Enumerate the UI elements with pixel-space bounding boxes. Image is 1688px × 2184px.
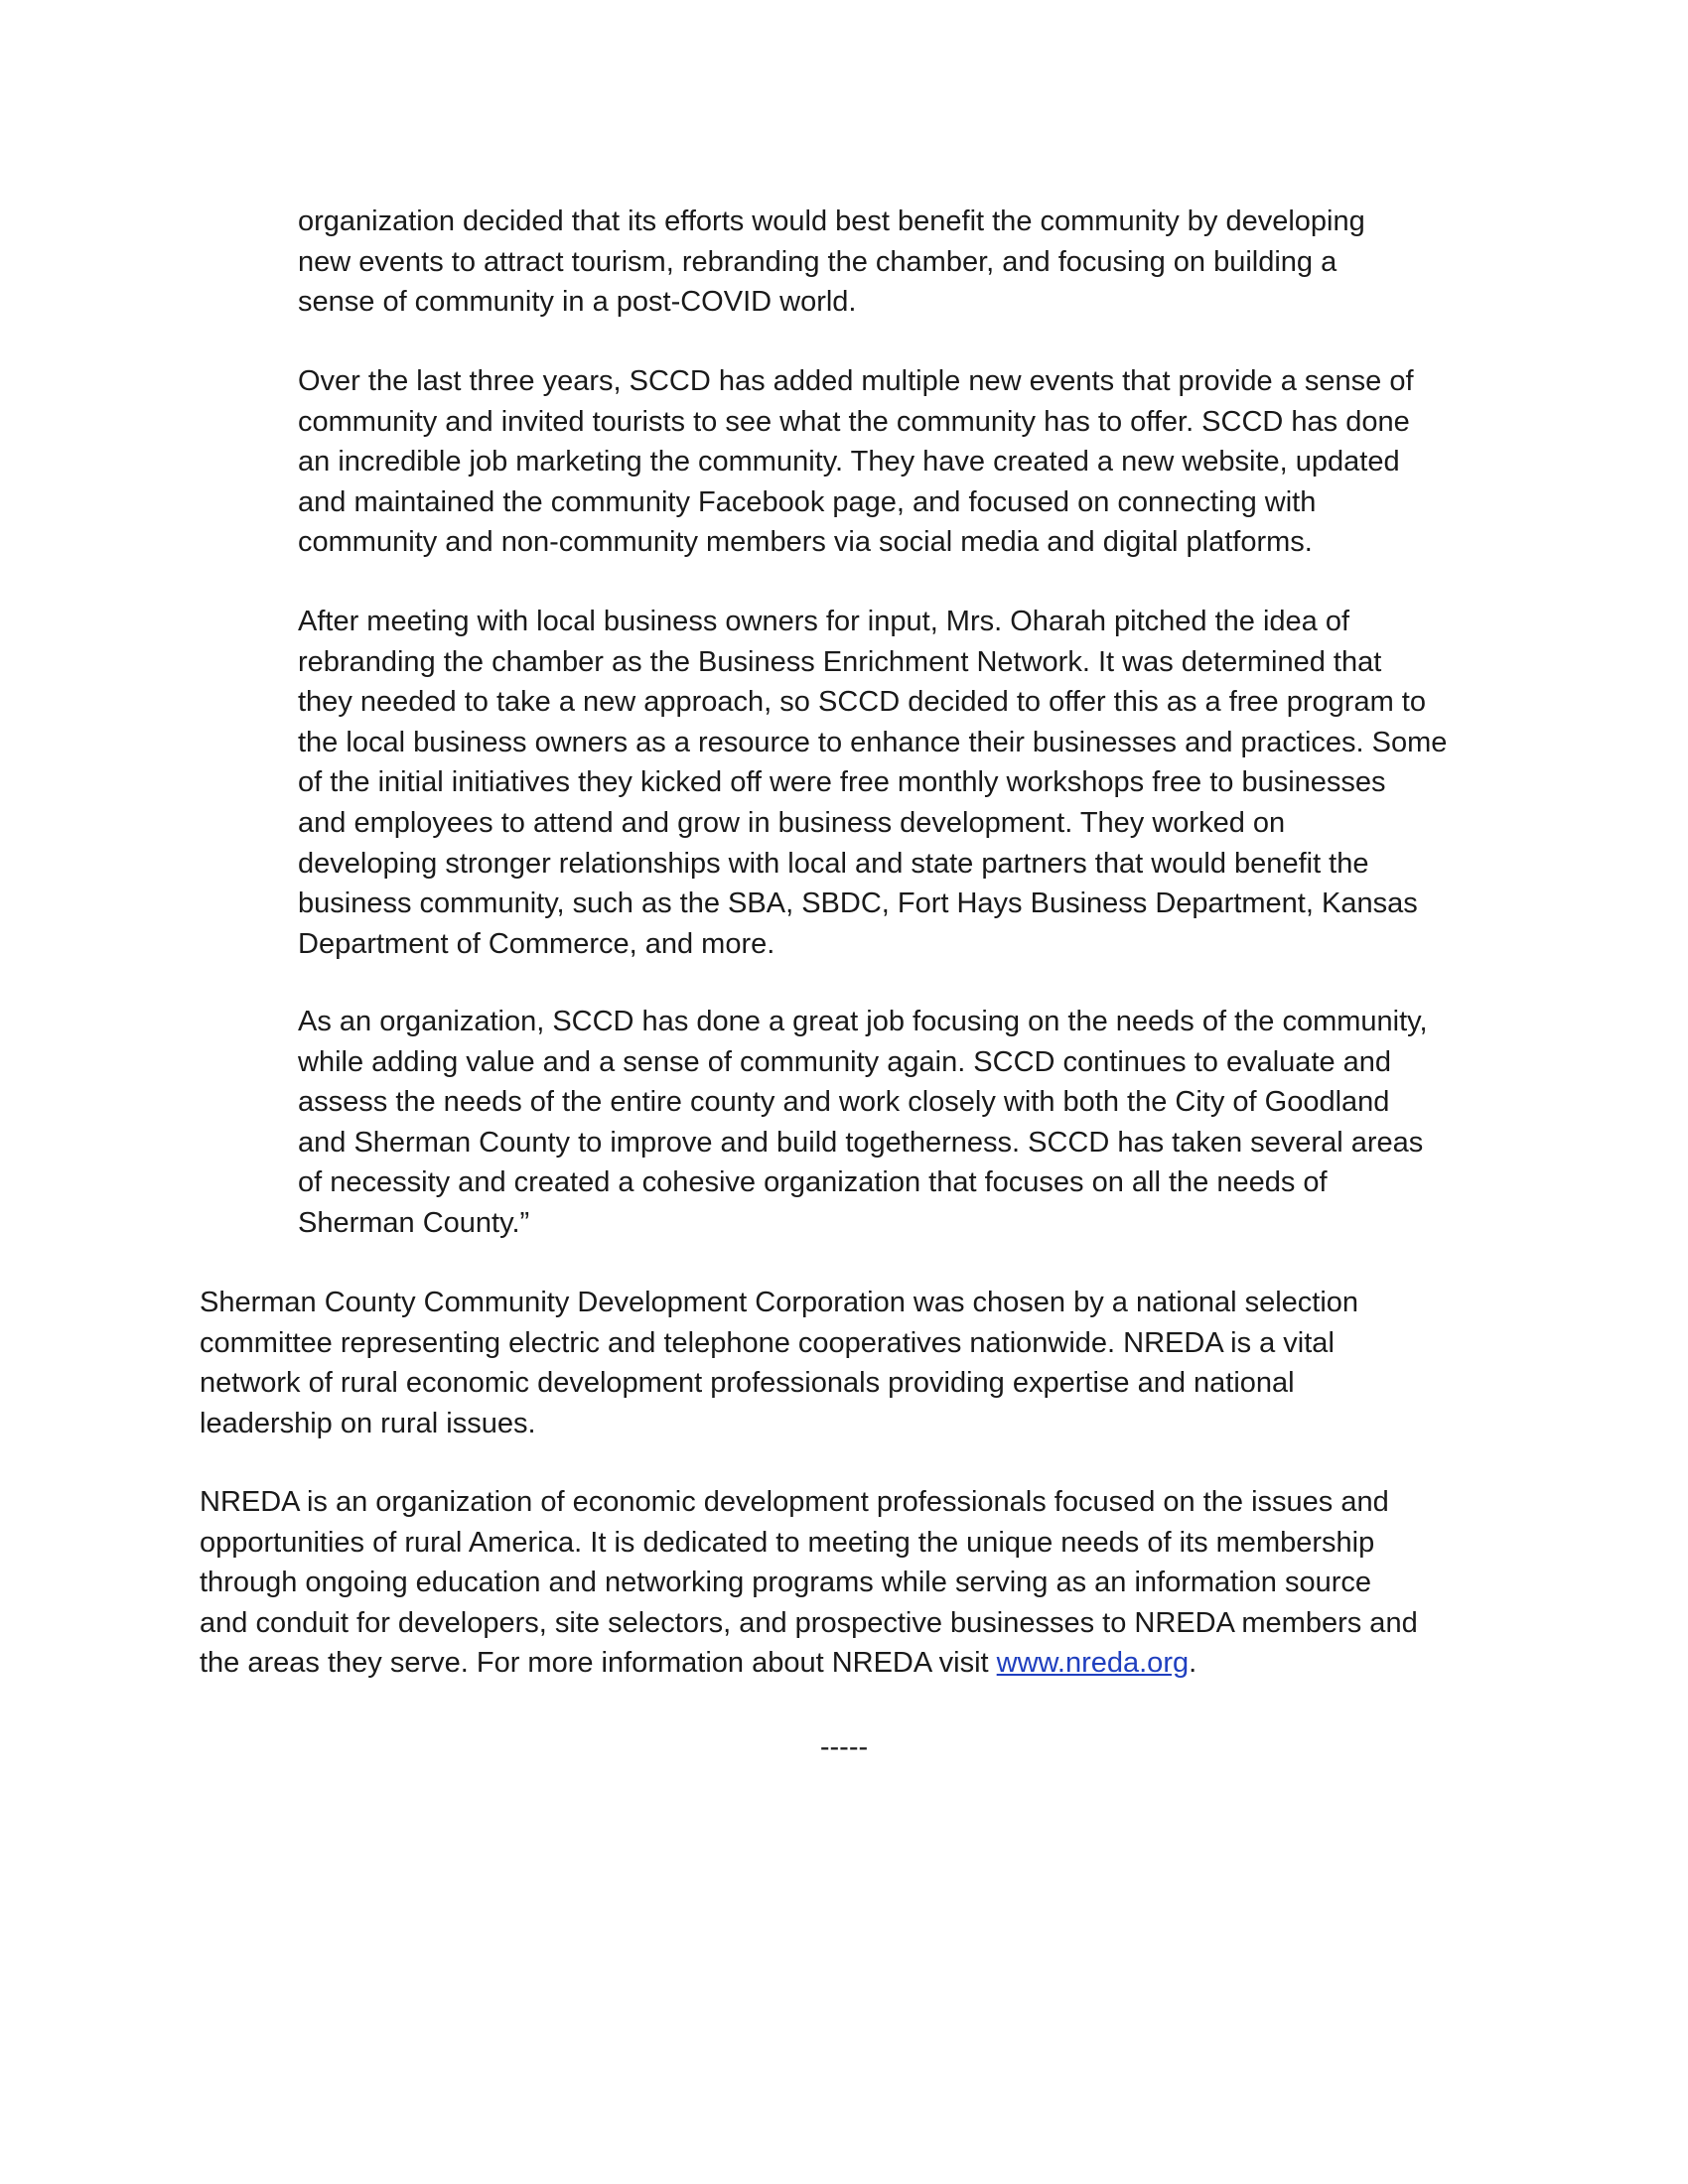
body-paragraph-2 — [200, 1482, 1500, 1684]
text-line: opportunities of rural America. It is dedicated to meeting the unique needs of its membership — [200, 1526, 1375, 1559]
text-line: of the initial initiatives they kicked off were free monthly workshops free to businesses — [298, 766, 1386, 799]
text-line: and conduit for developers, site selectors, and prospective businesses to NREDA members and — [200, 1606, 1418, 1639]
quote-paragraph-1 — [298, 202, 1499, 323]
text-line: business community, such as the SBA, SBDC, Fort Hays Business Department, Kansas — [298, 887, 1418, 920]
text-line: they needed to take a new approach, so SCCD decided to offer this as a free program to — [298, 686, 1426, 719]
text-fragment: the areas they serve. For more information about NREDA visit — [200, 1647, 997, 1680]
quote-paragraph-4 — [298, 1002, 1499, 1244]
text-line: leadership on rural issues. — [200, 1407, 536, 1439]
quote-paragraph-2 — [298, 361, 1499, 563]
text-line: the local business owners as a resource to enhance their businesses and practices. Some — [298, 726, 1448, 758]
end-separator: ----- — [819, 1731, 869, 1763]
text-line: organization decided that its efforts would best benefit the community by developing — [298, 205, 1365, 237]
text-line: Sherman County Community Development Corporation was chosen by a national selection — [200, 1287, 1359, 1318]
text-line-with-link — [200, 1643, 1500, 1684]
text-line: community and non-community members via social media and digital platforms. — [298, 526, 1313, 559]
text-line: an incredible job marketing the community. They have created a new website, updated — [298, 446, 1400, 478]
text-line: and Sherman County to improve and build togetherness. SCCD has taken several areas — [298, 1126, 1424, 1159]
text-line: Department of Commerce, and more. — [298, 927, 775, 960]
text-line: while adding value and a sense of community again. SCCD continues to evaluate and — [298, 1045, 1392, 1078]
text-line: committee representing electric and telephone cooperatives nationwide. NREDA is a vital — [200, 1326, 1335, 1359]
text-line: new events to attract tourism, rebranding the chamber, and focusing on building a — [298, 245, 1337, 278]
text-line: and employees to attend and grow in business development. They worked on — [298, 806, 1286, 839]
text-fragment: . — [1189, 1647, 1197, 1680]
quote-paragraph-3 — [298, 602, 1499, 964]
text-line: After meeting with local business owners for input, Mrs. Oharah pitched the idea of — [298, 606, 1350, 637]
nreda-website-link[interactable]: www.nreda.org — [996, 1647, 1190, 1680]
text-line: of necessity and created a cohesive organization that focuses on all the needs of — [298, 1166, 1328, 1199]
text-line: NREDA is an organization of economic development professionals focused on the issues and — [200, 1486, 1389, 1518]
text-line: sense of community in a post-COVID world. — [298, 286, 857, 319]
text-line: and maintained the community Facebook page, and focused on connecting with — [298, 485, 1317, 518]
text-line: rebranding the chamber as the Business Enrichment Network. It was determined that — [298, 645, 1382, 678]
text-line: Sherman County.” — [298, 1206, 530, 1239]
text-line: network of rural economic development professionals providing expertise and national — [200, 1367, 1295, 1400]
text-line: developing stronger relationships with local and state partners that would benefit the — [298, 847, 1369, 880]
text-line: community and invited tourists to see what the community has to offer. SCCD has done — [298, 405, 1410, 438]
text-line: assess the needs of the entire county and work closely with both the City of Goodland — [298, 1086, 1390, 1119]
text-line: through ongoing education and networking programs while serving as an information source — [200, 1567, 1372, 1599]
body-paragraph-1 — [200, 1283, 1500, 1443]
text-line: Over the last three years, SCCD has added multiple new events that provide a sense of — [298, 365, 1414, 397]
text-line: As an organization, SCCD has done a great job focusing on the needs of the community, — [298, 1006, 1428, 1037]
